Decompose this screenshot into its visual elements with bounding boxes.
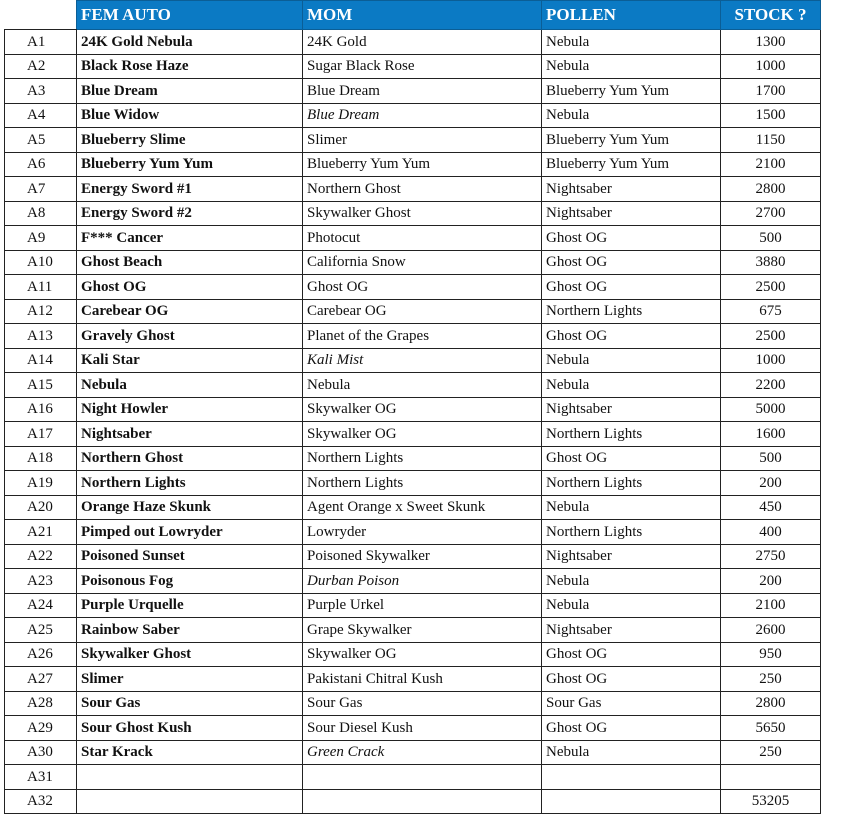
stock-cell: 1700 xyxy=(721,79,821,104)
row-id-cell: A25 xyxy=(5,618,77,643)
fem-auto-cell: Nightsaber xyxy=(77,422,303,447)
stock-cell: 400 xyxy=(721,520,821,545)
pollen-cell: Ghost OG xyxy=(542,667,721,692)
table-row xyxy=(5,642,821,667)
table-row xyxy=(5,397,821,422)
mom-cell: Lowryder xyxy=(303,520,542,545)
stock-cell: 200 xyxy=(721,471,821,496)
row-id-cell: A3 xyxy=(5,79,77,104)
fem-auto-cell: Ghost OG xyxy=(77,275,303,300)
header-fem-auto: FEM AUTO xyxy=(77,1,303,30)
row-id-cell: A28 xyxy=(5,691,77,716)
row-id-cell: A8 xyxy=(5,201,77,226)
table-row xyxy=(5,250,821,275)
pollen-cell: Ghost OG xyxy=(542,446,721,471)
table-row xyxy=(5,495,821,520)
table-row xyxy=(5,128,821,153)
mom-cell: Agent Orange x Sweet Skunk xyxy=(303,495,542,520)
header-row xyxy=(5,1,821,30)
fem-auto-cell: 24K Gold Nebula xyxy=(77,30,303,55)
fem-auto-cell: Black Rose Haze xyxy=(77,54,303,79)
row-id-cell: A16 xyxy=(5,397,77,422)
pollen-cell: Northern Lights xyxy=(542,520,721,545)
mom-cell: Grape Skywalker xyxy=(303,618,542,643)
mom-cell: Blue Dream xyxy=(303,103,542,128)
row-id-cell: A1 xyxy=(5,30,77,55)
stock-cell xyxy=(721,765,821,790)
table-row xyxy=(5,54,821,79)
pollen-cell: Ghost OG xyxy=(542,324,721,349)
row-id-cell: A19 xyxy=(5,471,77,496)
fem-auto-cell: Carebear OG xyxy=(77,299,303,324)
fem-auto-cell xyxy=(77,765,303,790)
table-row xyxy=(5,740,821,765)
pollen-cell: Nebula xyxy=(542,373,721,398)
stock-cell: 500 xyxy=(721,226,821,251)
mom-cell xyxy=(303,789,542,814)
fem-auto-cell: Ghost Beach xyxy=(77,250,303,275)
row-id-cell: A2 xyxy=(5,54,77,79)
row-id-cell: A21 xyxy=(5,520,77,545)
stock-cell: 1300 xyxy=(721,30,821,55)
row-id-cell: A10 xyxy=(5,250,77,275)
table-row xyxy=(5,103,821,128)
fem-auto-cell: Blueberry Yum Yum xyxy=(77,152,303,177)
mom-cell: California Snow xyxy=(303,250,542,275)
stock-cell: 2500 xyxy=(721,275,821,300)
mom-cell: Poisoned Skywalker xyxy=(303,544,542,569)
row-id-cell: A4 xyxy=(5,103,77,128)
fem-auto-cell: Rainbow Saber xyxy=(77,618,303,643)
fem-auto-cell xyxy=(77,789,303,814)
mom-cell: Northern Lights xyxy=(303,446,542,471)
stock-cell: 2200 xyxy=(721,373,821,398)
fem-auto-cell: Northern Ghost xyxy=(77,446,303,471)
pollen-cell: Nightsaber xyxy=(542,397,721,422)
stock-cell: 250 xyxy=(721,667,821,692)
mom-cell: Ghost OG xyxy=(303,275,542,300)
stock-cell: 53205 xyxy=(721,789,821,814)
mom-cell: Purple Urkel xyxy=(303,593,542,618)
table-row xyxy=(5,226,821,251)
mom-cell: Sour Diesel Kush xyxy=(303,716,542,741)
row-id-cell: A26 xyxy=(5,642,77,667)
pollen-cell: Nebula xyxy=(542,495,721,520)
stock-cell: 1500 xyxy=(721,103,821,128)
mom-cell: Blue Dream xyxy=(303,79,542,104)
mom-cell: Pakistani Chitral Kush xyxy=(303,667,542,692)
pollen-cell: Nebula xyxy=(542,103,721,128)
fem-auto-cell: Poisonous Fog xyxy=(77,569,303,594)
table-row xyxy=(5,691,821,716)
row-id-cell: A23 xyxy=(5,569,77,594)
pollen-cell: Nebula xyxy=(542,593,721,618)
fem-auto-cell: Night Howler xyxy=(77,397,303,422)
header-id-col xyxy=(5,1,77,30)
fem-auto-cell: Kali Star xyxy=(77,348,303,373)
pollen-cell: Nebula xyxy=(542,30,721,55)
header-mom: MOM xyxy=(303,1,542,30)
stock-cell: 200 xyxy=(721,569,821,594)
fem-auto-cell: Slimer xyxy=(77,667,303,692)
row-id-cell: A27 xyxy=(5,667,77,692)
table-header xyxy=(5,1,821,30)
mom-cell: Durban Poison xyxy=(303,569,542,594)
pollen-cell: Nebula xyxy=(542,740,721,765)
pollen-cell: Ghost OG xyxy=(542,275,721,300)
table-row xyxy=(5,30,821,55)
mom-cell: Nebula xyxy=(303,373,542,398)
fem-auto-cell: Poisoned Sunset xyxy=(77,544,303,569)
row-id-cell: A30 xyxy=(5,740,77,765)
mom-cell: Planet of the Grapes xyxy=(303,324,542,349)
mom-cell: Sour Gas xyxy=(303,691,542,716)
stock-cell: 500 xyxy=(721,446,821,471)
row-id-cell: A14 xyxy=(5,348,77,373)
stock-cell: 2100 xyxy=(721,152,821,177)
table-row xyxy=(5,765,821,790)
row-id-cell: A24 xyxy=(5,593,77,618)
row-id-cell: A29 xyxy=(5,716,77,741)
pollen-cell: Sour Gas xyxy=(542,691,721,716)
table-row xyxy=(5,324,821,349)
mom-cell xyxy=(303,765,542,790)
table-row xyxy=(5,201,821,226)
mom-cell: Slimer xyxy=(303,128,542,153)
table-row xyxy=(5,789,821,814)
fem-auto-cell: Star Krack xyxy=(77,740,303,765)
stock-cell: 3880 xyxy=(721,250,821,275)
pollen-cell: Nightsaber xyxy=(542,177,721,202)
pollen-cell: Northern Lights xyxy=(542,471,721,496)
pollen-cell: Ghost OG xyxy=(542,716,721,741)
pollen-cell: Northern Lights xyxy=(542,422,721,447)
fem-auto-cell: Blue Dream xyxy=(77,79,303,104)
mom-cell: Skywalker Ghost xyxy=(303,201,542,226)
pollen-cell: Ghost OG xyxy=(542,250,721,275)
pollen-cell: Blueberry Yum Yum xyxy=(542,79,721,104)
pollen-cell xyxy=(542,789,721,814)
table-row xyxy=(5,152,821,177)
stock-cell: 2600 xyxy=(721,618,821,643)
mom-cell: Photocut xyxy=(303,226,542,251)
stock-cell: 2500 xyxy=(721,324,821,349)
row-id-cell: A18 xyxy=(5,446,77,471)
fem-auto-cell: Energy Sword #2 xyxy=(77,201,303,226)
stock-cell: 1150 xyxy=(721,128,821,153)
stock-cell: 2800 xyxy=(721,177,821,202)
row-id-cell: A6 xyxy=(5,152,77,177)
table-row xyxy=(5,177,821,202)
table-body xyxy=(5,30,821,814)
table-row xyxy=(5,716,821,741)
row-id-cell: A32 xyxy=(5,789,77,814)
table-row xyxy=(5,667,821,692)
table-row xyxy=(5,446,821,471)
stock-cell: 2800 xyxy=(721,691,821,716)
fem-auto-cell: Orange Haze Skunk xyxy=(77,495,303,520)
table-row xyxy=(5,569,821,594)
fem-auto-cell: Purple Urquelle xyxy=(77,593,303,618)
fem-auto-cell: Energy Sword #1 xyxy=(77,177,303,202)
stock-cell: 5650 xyxy=(721,716,821,741)
fem-auto-cell: F*** Cancer xyxy=(77,226,303,251)
mom-cell: Northern Lights xyxy=(303,471,542,496)
fem-auto-cell: Pimped out Lowryder xyxy=(77,520,303,545)
stock-cell: 2750 xyxy=(721,544,821,569)
table-row xyxy=(5,544,821,569)
fem-auto-cell: Gravely Ghost xyxy=(77,324,303,349)
fem-auto-cell: Sour Gas xyxy=(77,691,303,716)
table-row xyxy=(5,348,821,373)
mom-cell: Carebear OG xyxy=(303,299,542,324)
header-stock: STOCK ? xyxy=(721,1,821,30)
table-row xyxy=(5,471,821,496)
row-id-cell: A11 xyxy=(5,275,77,300)
stock-cell: 250 xyxy=(721,740,821,765)
stock-cell: 2700 xyxy=(721,201,821,226)
stock-cell: 1000 xyxy=(721,54,821,79)
row-id-cell: A22 xyxy=(5,544,77,569)
fem-auto-cell: Northern Lights xyxy=(77,471,303,496)
row-id-cell: A17 xyxy=(5,422,77,447)
pollen-cell: Ghost OG xyxy=(542,226,721,251)
row-id-cell: A31 xyxy=(5,765,77,790)
pollen-cell: Northern Lights xyxy=(542,299,721,324)
mom-cell: Skywalker OG xyxy=(303,422,542,447)
fem-auto-cell: Skywalker Ghost xyxy=(77,642,303,667)
mom-cell: Sugar Black Rose xyxy=(303,54,542,79)
strain-stock-table xyxy=(4,0,821,814)
mom-cell: Kali Mist xyxy=(303,348,542,373)
fem-auto-cell: Nebula xyxy=(77,373,303,398)
mom-cell: Blueberry Yum Yum xyxy=(303,152,542,177)
table-row xyxy=(5,299,821,324)
table-row xyxy=(5,593,821,618)
table-row xyxy=(5,373,821,398)
mom-cell: Green Crack xyxy=(303,740,542,765)
mom-cell: Skywalker OG xyxy=(303,642,542,667)
fem-auto-cell: Blueberry Slime xyxy=(77,128,303,153)
row-id-cell: A13 xyxy=(5,324,77,349)
pollen-cell: Nightsaber xyxy=(542,618,721,643)
table-row xyxy=(5,275,821,300)
pollen-cell: Nebula xyxy=(542,348,721,373)
pollen-cell: Blueberry Yum Yum xyxy=(542,152,721,177)
mom-cell: Northern Ghost xyxy=(303,177,542,202)
mom-cell: 24K Gold xyxy=(303,30,542,55)
pollen-cell: Nebula xyxy=(542,54,721,79)
row-id-cell: A5 xyxy=(5,128,77,153)
table-row xyxy=(5,422,821,447)
fem-auto-cell: Sour Ghost Kush xyxy=(77,716,303,741)
pollen-cell xyxy=(542,765,721,790)
row-id-cell: A20 xyxy=(5,495,77,520)
row-id-cell: A7 xyxy=(5,177,77,202)
stock-cell: 1600 xyxy=(721,422,821,447)
row-id-cell: A12 xyxy=(5,299,77,324)
pollen-cell: Blueberry Yum Yum xyxy=(542,128,721,153)
table-row xyxy=(5,79,821,104)
stock-cell: 675 xyxy=(721,299,821,324)
row-id-cell: A9 xyxy=(5,226,77,251)
stock-cell: 450 xyxy=(721,495,821,520)
header-pollen: POLLEN xyxy=(542,1,721,30)
stock-cell: 1000 xyxy=(721,348,821,373)
table-row xyxy=(5,520,821,545)
mom-cell: Skywalker OG xyxy=(303,397,542,422)
stock-cell: 2100 xyxy=(721,593,821,618)
fem-auto-cell: Blue Widow xyxy=(77,103,303,128)
pollen-cell: Nightsaber xyxy=(542,544,721,569)
pollen-cell: Nebula xyxy=(542,569,721,594)
stock-cell: 5000 xyxy=(721,397,821,422)
pollen-cell: Ghost OG xyxy=(542,642,721,667)
table-row xyxy=(5,618,821,643)
pollen-cell: Nightsaber xyxy=(542,201,721,226)
stock-cell: 950 xyxy=(721,642,821,667)
row-id-cell: A15 xyxy=(5,373,77,398)
